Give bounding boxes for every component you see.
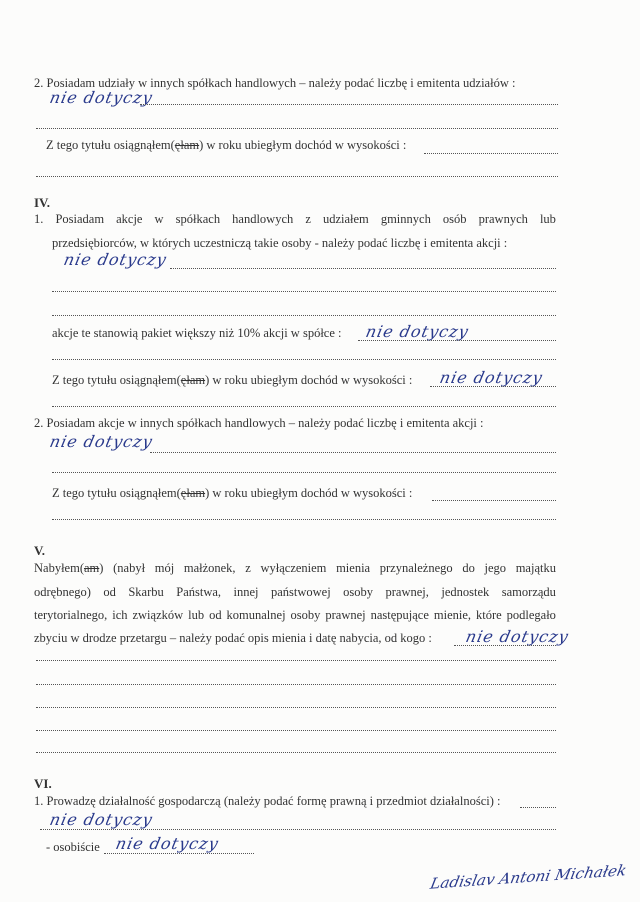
s6-personal-dotted: [104, 853, 254, 854]
s4-income2-text: Z tego tytułu osiągnąłem(ęłam) w roku ubiegłym dochód w wysokości :: [52, 486, 413, 500]
s5-dotted-line-1: [36, 660, 556, 661]
s5-dotted-line-2: [36, 684, 556, 685]
s4-dotted-line-6: [150, 452, 556, 453]
s4-packet-dotted: [358, 340, 556, 341]
s4-packet-text: akcje te stanowią pakiet większy niż 10% akcji w spółce :: [52, 326, 342, 340]
s5-line1: Nabyłem(am) (nabył mój małżonek, z wyłączeniem mienia przynależnego do jego majątku: [34, 561, 556, 575]
s5-handwriting: nie dotyczy: [463, 627, 571, 646]
s4-dotted-line-8: [52, 519, 556, 520]
s3-dotted-line-2: [36, 128, 558, 129]
s5-line2: odrębnego) od Skarbu Państwa, innej państwowej osoby prawnej, jednostek samorządu: [34, 585, 556, 599]
s3-item2-text: 2. Posiadam udziały w innych spółkach handlowych – należy podać liczbę i emitenta udziałów :: [34, 76, 516, 90]
s4-dotted-line-3: [52, 315, 556, 316]
s4-income2-dotted: [432, 500, 556, 501]
s4-item1-line1: 1. Posiadam akcje w spółkach handlowych z udziałem gminnych osób prawnych lub: [34, 212, 556, 226]
s5-heading: V.: [34, 543, 45, 558]
s6-item1-dotted: [520, 807, 556, 808]
s6-item1-text: 1. Prowadzę działalność gospodarczą (należy podać formę prawną i przedmiot działalności) :: [34, 794, 501, 808]
s3-dotted-line-1: [140, 104, 558, 105]
s4-income-dotted: [430, 386, 556, 387]
s4-item1-line2: przedsiębiorców, w których uczestniczą takie osoby - należy podać liczbę i emitenta akcji :: [52, 236, 508, 250]
s4-dotted-line-1: [170, 268, 556, 269]
s3-income-dotted: [424, 153, 558, 154]
s6-dotted-line-1: [40, 829, 556, 830]
s5-dotted-inline: [454, 645, 556, 646]
s4-dotted-line-2: [52, 291, 556, 292]
s4-heading: IV.: [34, 195, 51, 210]
signature: Ladislav Antoni Michałek: [428, 861, 629, 893]
s4-dotted-line-7: [52, 472, 556, 473]
s3-dotted-line-3: [36, 176, 558, 177]
s4-income-text: Z tego tytułu osiągnąłem(ęłam) w roku ubiegłym dochód w wysokości :: [52, 373, 413, 387]
s6-handwriting-1: nie dotyczy: [47, 810, 155, 829]
s5-dotted-line-3: [36, 707, 556, 708]
s4-handwriting-income: nie dotyczy: [437, 368, 545, 387]
s5-line3: terytorialnego, ich związków lub od komunalnej osoby prawnej następujące mienie, które podlegało: [34, 608, 556, 622]
s4-handwriting-1: nie dotyczy: [61, 250, 169, 269]
s6-heading: VI.: [34, 776, 52, 791]
s6-handwriting-2: nie dotyczy: [113, 834, 221, 853]
s3-income-text: Z tego tytułu osiągnąłem(ęłam) w roku ubiegłym dochód w wysokości :: [46, 138, 407, 152]
s5-line4: zbyciu w drodze przetargu – należy podać opis mienia i datę nabycia, od kogo :: [34, 631, 432, 645]
s6-personal-text: - osobiście: [46, 840, 100, 854]
s4-handwriting-2: nie dotyczy: [47, 432, 155, 451]
s4-dotted-line-5: [52, 406, 556, 407]
s4-dotted-line-4: [52, 359, 556, 360]
s4-handwriting-packet: nie dotyczy: [363, 322, 471, 341]
s4-item2-text: 2. Posiadam akcje w innych spółkach handlowych – należy podać liczbę i emitenta akcji :: [34, 416, 484, 430]
s5-dotted-line-5: [36, 752, 556, 753]
s5-dotted-line-4: [36, 730, 556, 731]
s3-handwriting-1: nie dotyczy: [47, 88, 155, 107]
